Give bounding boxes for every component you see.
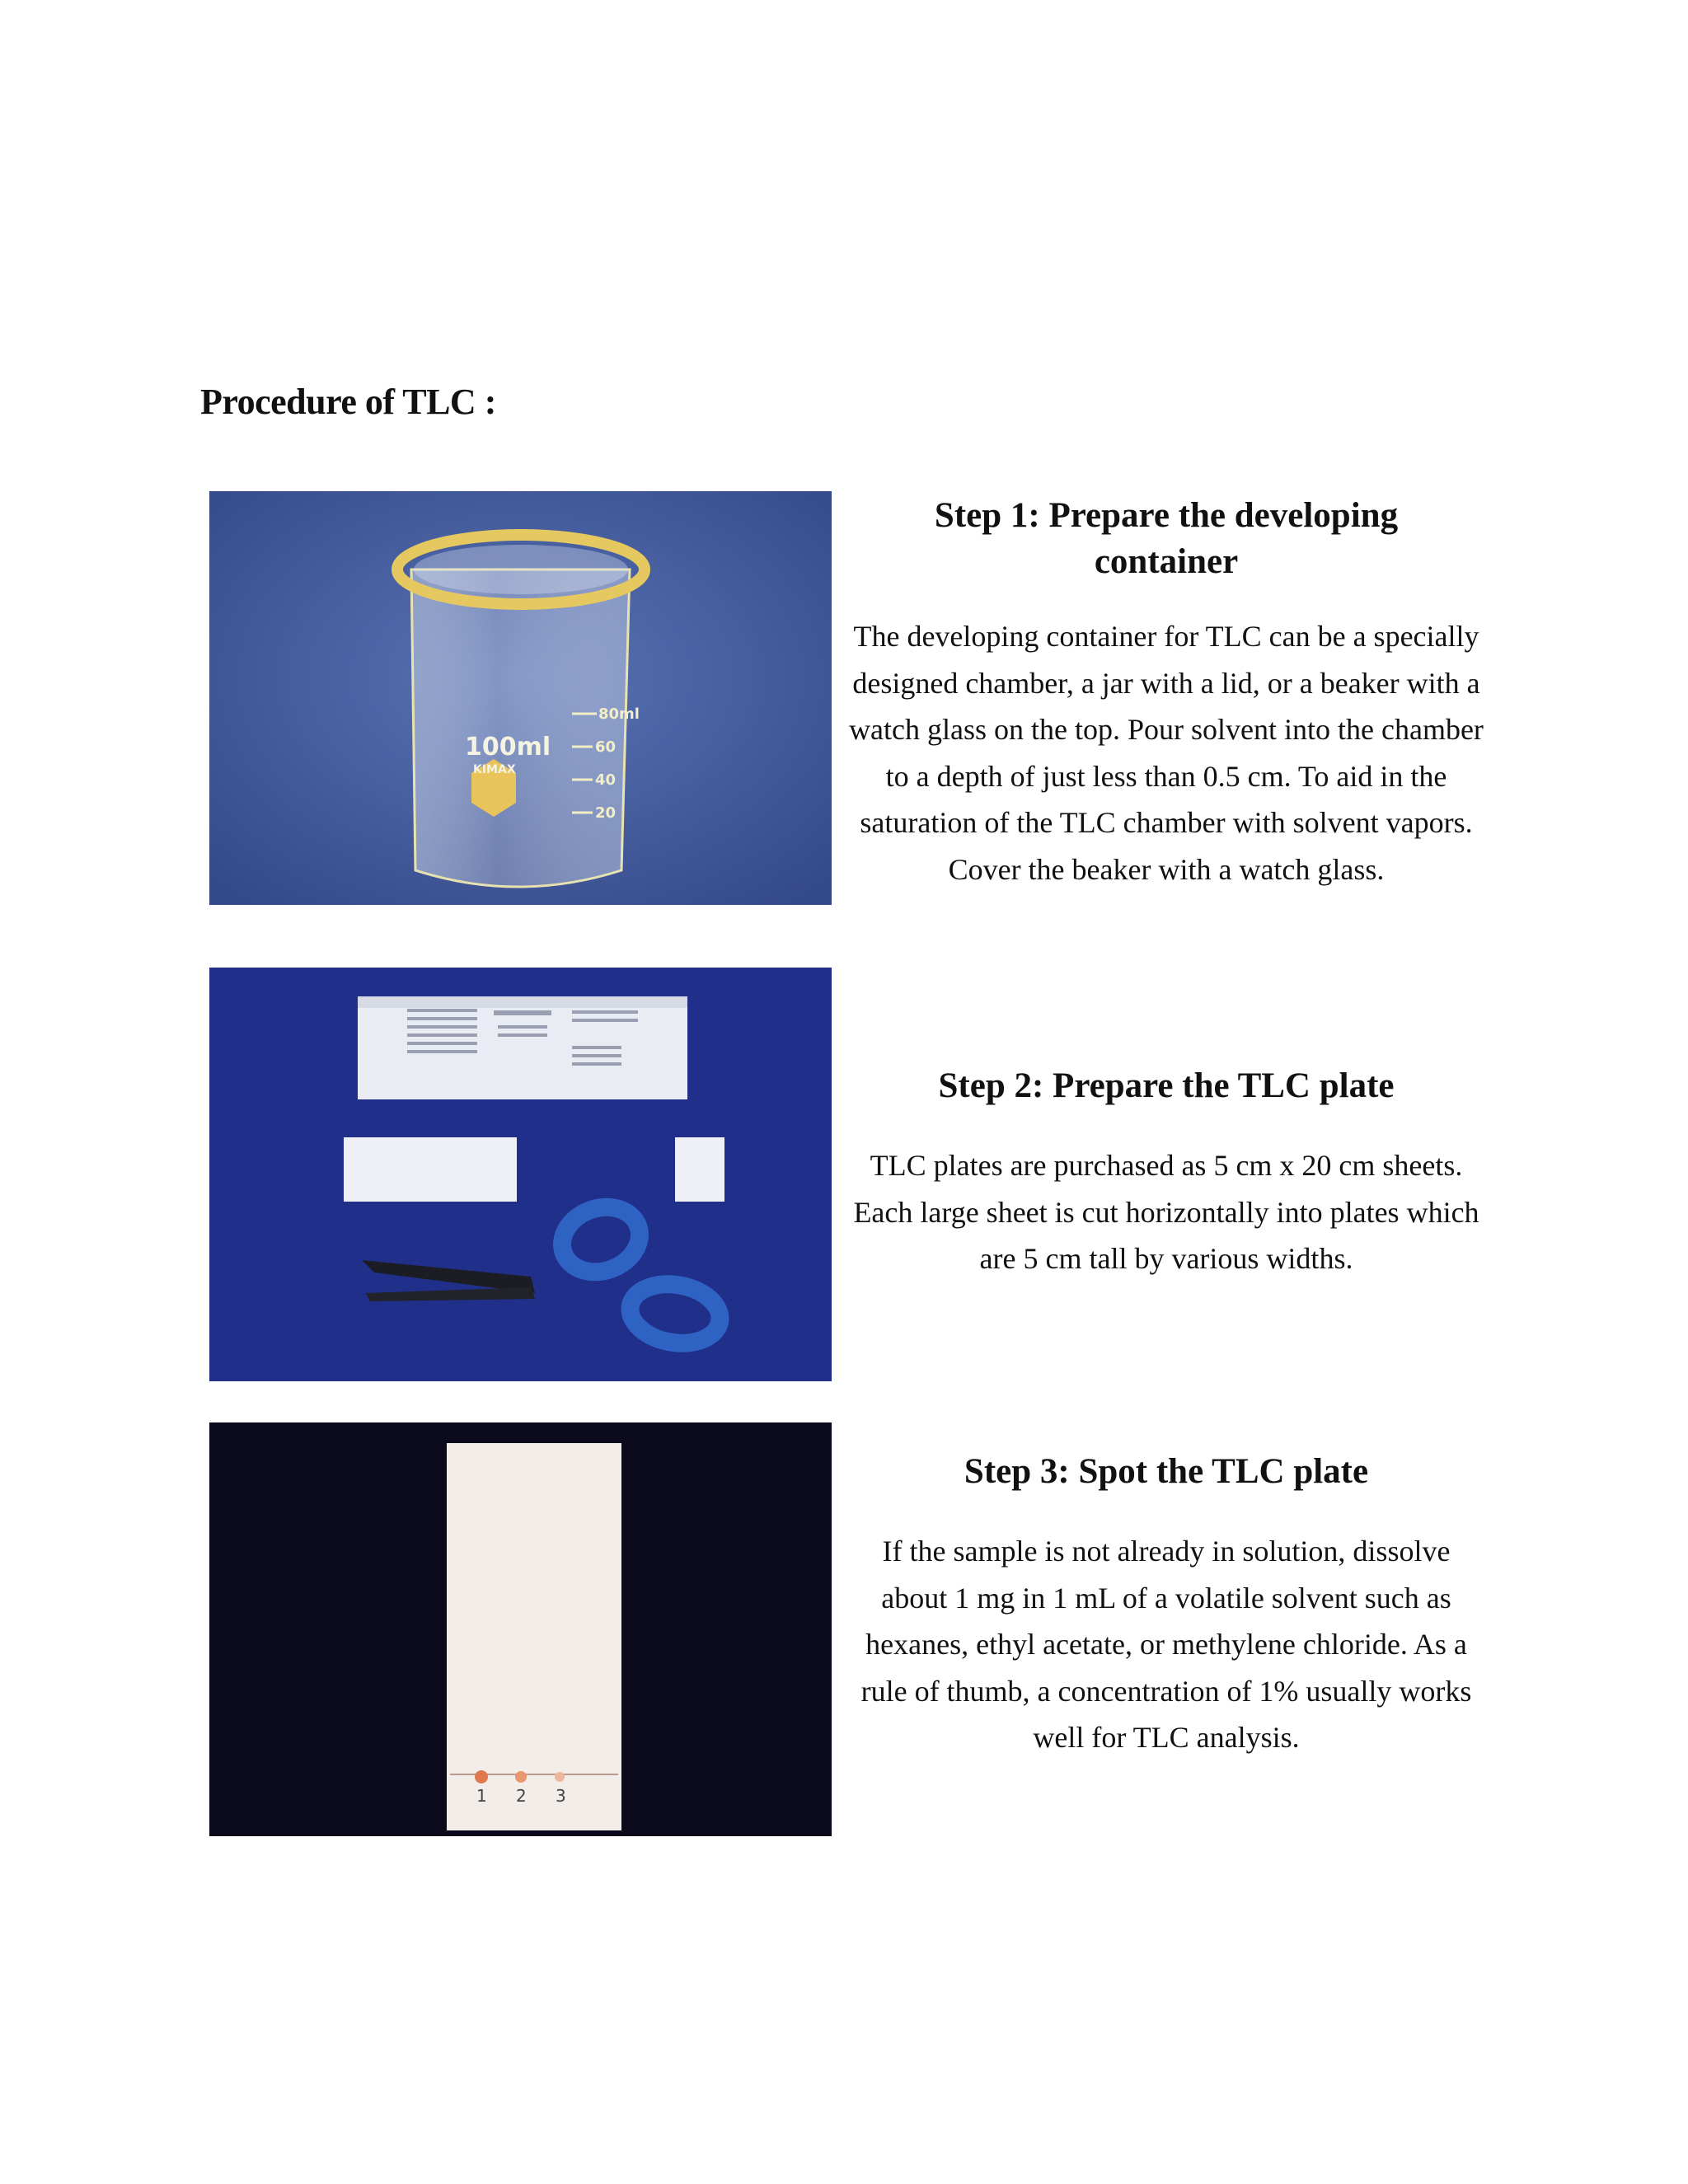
spot-label-2: 2 [516,1786,527,1806]
tlc-plate-cutting-photo [209,968,832,1381]
beaker-photo [209,491,832,905]
step-1 [849,493,1484,893]
beaker-grad-80: 80ml [598,705,640,723]
spotted-tlc-plate-photo [209,1422,832,1836]
page-heading: Procedure of TLC : [200,382,496,422]
beaker-volume-label: 100ml [465,733,551,762]
spot-label-1: 1 [476,1786,487,1806]
step-2-body: TLC plates are purchased as 5 cm x 20 cm sheets. Each large sheet is cut horizontally into plates which are 5 cm tall by various widths. [853,1149,1479,1275]
step-2 [849,1063,1484,1282]
beaker-grad-20: 20 [595,804,617,822]
step-2-title: Step 2: Prepare the TLC plate [938,1066,1395,1105]
beaker-brand-label: KIMAX [473,763,516,776]
step-1-body: The developing container for TLC can be a specially designed chamber, a jar with a lid, or a beaker with a watch glass on the top. Pour solvent into the chamber to a depth of just less than 0.5 cm. To aid in the saturation of the TLC chamber with solvent vapors. Cover the beaker with a watch glass. [849,620,1484,886]
beaker-grad-40: 40 [595,771,617,789]
step-3 [849,1449,1484,1761]
step-3-body: If the sample is not already in solution, dissolve about 1 mg in 1 mL of a volatile solvent such as hexanes, ethyl acetate, or methylene chloride. As a rule of thumb, a concentration of 1% usually works well for TLC analysis. [860,1535,1472,1754]
step-1-title: Step 1: Prepare the developing container [934,496,1399,581]
spot-label-3: 3 [556,1786,566,1806]
step-3-title: Step 3: Spot the TLC plate [964,1452,1369,1491]
beaker-grad-60: 60 [595,738,617,756]
